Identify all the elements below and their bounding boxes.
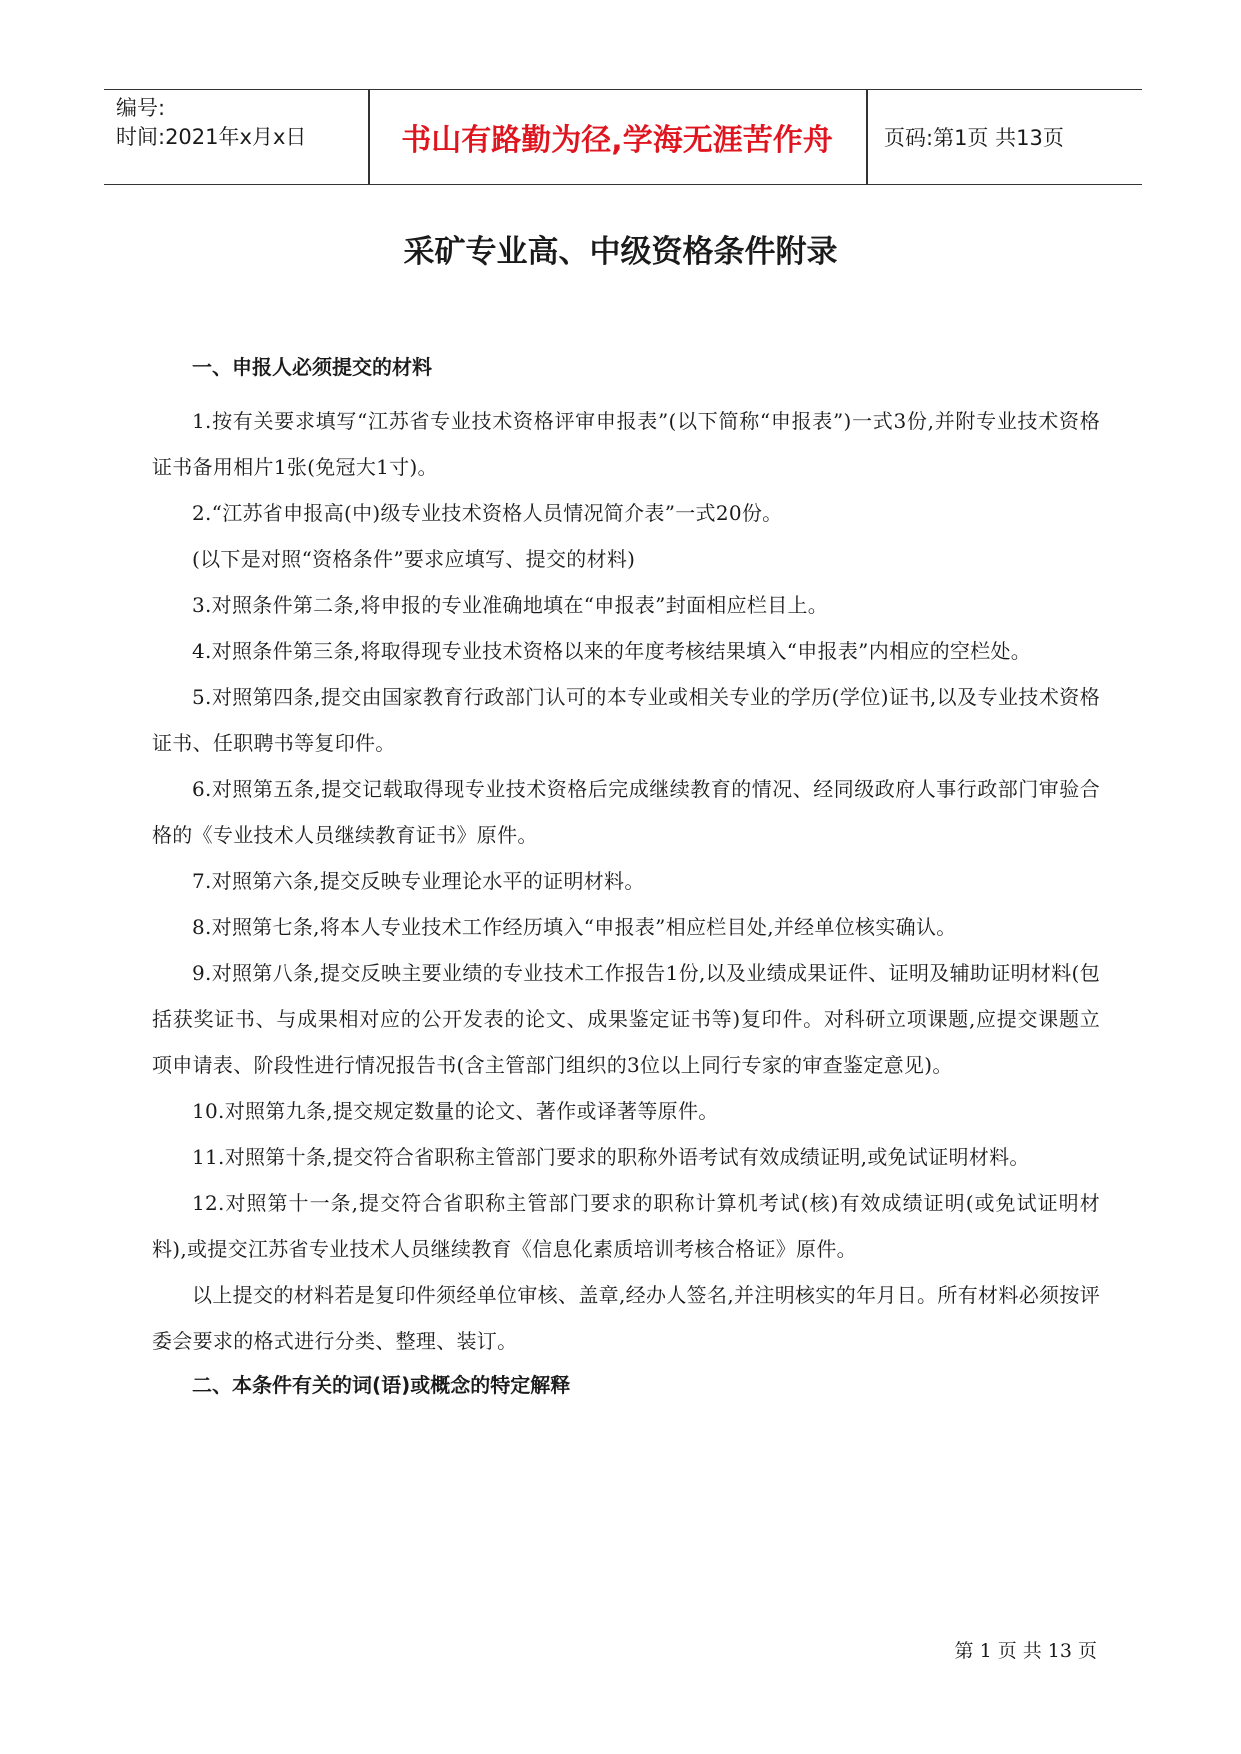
- paragraph: (以下是对照“资格条件”要求应填写、提交的材料): [192, 547, 636, 571]
- header-meta: [116, 94, 366, 152]
- paragraph: 2.“江苏省申报高(中)级专业技术资格人员情况简介表”一式20份。: [192, 501, 783, 525]
- section-heading: 一、申报人必须提交的材料: [192, 355, 432, 379]
- paragraph: 7.对照第六条,提交反映专业理论水平的证明材料。: [192, 869, 645, 893]
- paragraph: 5.对照第四条,提交由国家教育行政部门认可的本专业或相关专业的学历(学位)证书,以及专业技术资格证书、任职聘书等复印件。: [152, 685, 1100, 755]
- document-number-label: 编号:: [116, 96, 166, 120]
- paragraph: 8.对照第七条,将本人专业技术工作经历填入“申报表”相应栏目处,并经单位核实确认。: [192, 915, 957, 939]
- document-title: 采矿专业高、中级资格条件附录: [403, 234, 838, 270]
- header-divider: [866, 90, 868, 184]
- paragraph: 1.按有关要求填写“江苏省专业技术资格评审申报表”(以下简称“申报表”)一式3份,并附专业技术资格证书备用相片1张(免冠大1寸)。: [152, 409, 1100, 479]
- section-heading: 二、本条件有关的词(语)或概念的特定解释: [192, 1373, 571, 1397]
- document-body: [152, 352, 1100, 1416]
- paragraph: 11.对照第十条,提交符合省职称主管部门要求的职称外语考试有效成绩证明,或免试证明材料。: [192, 1145, 1030, 1169]
- paragraph: 12.对照第十一条,提交符合省职称主管部门要求的职称计算机考试(核)有效成绩证明(或免试证明材料),或提交江苏省专业技术人员继续教育《信息化素质培训考核合格证》原件。: [152, 1191, 1100, 1261]
- header-motto: 书山有路勤为径,学海无涯苦作舟: [401, 123, 833, 158]
- header-page-info: 页码:第1页 共13页: [884, 126, 1064, 150]
- paragraph: 9.对照第八条,提交反映主要业绩的专业技术工作报告1份,以及业绩成果证件、证明及辅助证明材料(包括获奖证书、与成果相对应的公开发表的论文、成果鉴定证书等)复印件。对科研立项课题,应提交课题立项申请表、阶段性进行情况报告书(含主管部门组织的3位以上同行专家的审查鉴定意见)。: [152, 961, 1100, 1077]
- page-footer: 第 1 页 共 13 页: [954, 1640, 1097, 1662]
- paragraph: 3.对照条件第二条,将申报的专业准确地填在“申报表”封面相应栏目上。: [192, 593, 829, 617]
- paragraph: 6.对照第五条,提交记载取得现专业技术资格后完成继续教育的情况、经同级政府人事行政部门审验合格的《专业技术人员继续教育证书》原件。: [152, 777, 1100, 847]
- paragraph: 4.对照条件第三条,将取得现专业技术资格以来的年度考核结果填入“申报表”内相应的空栏处。: [192, 639, 1032, 663]
- paragraph: 以上提交的材料若是复印件须经单位审核、盖章,经办人签名,并注明核实的年月日。所有材料必须按评委会要求的格式进行分类、整理、装订。: [152, 1283, 1100, 1353]
- document-time: 时间:2021年x月x日: [116, 125, 307, 149]
- page-header: [104, 89, 1142, 185]
- paragraph: 10.对照第九条,提交规定数量的论文、著作或译著等原件。: [192, 1099, 719, 1123]
